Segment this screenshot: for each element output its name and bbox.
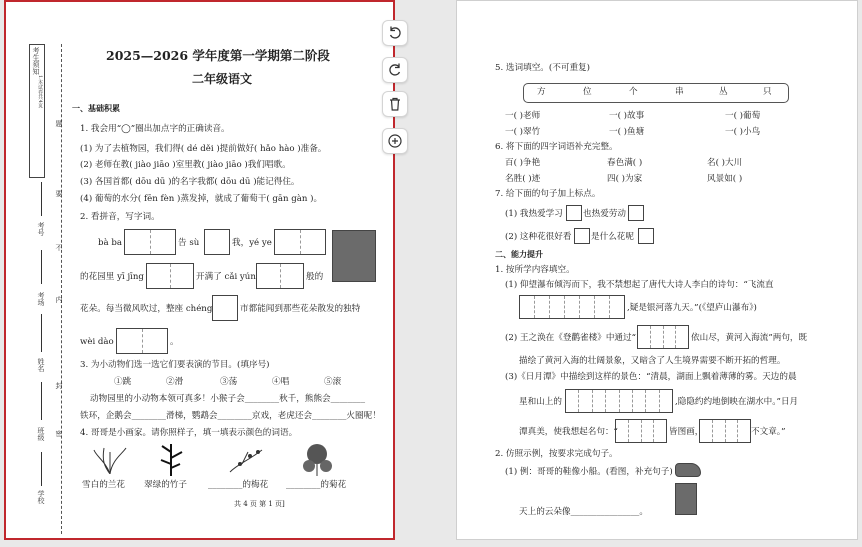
word-option: 丛 bbox=[719, 87, 728, 97]
r1-text: 描绘了黄河入海的壮阔景象，又暗含了人生境界需要不断开拓的哲理。 bbox=[519, 356, 786, 366]
writing-grid[interactable] bbox=[204, 229, 230, 255]
binding-margin bbox=[6, 2, 66, 538]
r1-text: ,疑是银河落九天。”(《望庐山瀑布》) bbox=[627, 303, 757, 313]
side-note: 1.本试卷共4页 bbox=[37, 75, 43, 108]
question-5: 5. 选词填空。(不可重复) bbox=[495, 63, 590, 73]
exam-title: 2025—2026 学年度第一学期第二阶段 bbox=[106, 48, 330, 63]
rotate-left-icon bbox=[387, 25, 403, 41]
picture-caption: ________的菊花 bbox=[286, 480, 347, 490]
question-7: 7. 给下面的句子加上标点。 bbox=[495, 189, 601, 199]
q3-text: 动物园里的小动物本领可真多！小猴子会________秋千，熊熊会________ bbox=[90, 394, 366, 404]
field-label: 班级 bbox=[37, 427, 45, 441]
field-line bbox=[41, 182, 42, 216]
fill-item: 一( )小鸟 bbox=[725, 127, 761, 137]
word-option: 位 bbox=[583, 87, 592, 97]
bamboo-drawing bbox=[156, 442, 186, 476]
writing-grid[interactable] bbox=[212, 295, 238, 321]
rotate-right-icon bbox=[387, 62, 403, 78]
fill-item: 一( )葡萄 bbox=[725, 111, 761, 121]
field-line bbox=[41, 314, 42, 352]
r1-text: 星和山上的 bbox=[519, 397, 562, 407]
q7-item: 是什么花呢 bbox=[591, 232, 634, 242]
r1-text: ,隐隐约约地倒映在湖水中。”日月 bbox=[675, 397, 799, 407]
fill-item: 春色满( ) bbox=[607, 158, 643, 168]
field-label: 学校 bbox=[37, 490, 45, 504]
pinyin-text: 的花园里 yī jīng bbox=[80, 272, 144, 282]
pinyin-text: bà ba bbox=[98, 238, 122, 248]
delete-button[interactable] bbox=[382, 91, 408, 117]
add-button[interactable] bbox=[382, 128, 408, 154]
word-option: 个 bbox=[629, 87, 638, 97]
question-4: 4. 哥哥是小画家。请你照样子，填一填表示颜色的词语。 bbox=[80, 428, 298, 438]
question-1: 1. 我会用“◯”圈出加点字的正确读音。 bbox=[80, 124, 230, 134]
writing-grid[interactable] bbox=[615, 419, 667, 443]
cloud-picture bbox=[675, 483, 697, 515]
fill-item: 一( )故事 bbox=[609, 111, 645, 121]
section-heading: 一、基础积累 bbox=[72, 103, 120, 113]
field-line bbox=[41, 452, 42, 486]
pinyin-text: 。 bbox=[170, 337, 179, 347]
question-r1: 1. 按所学内容填空。 bbox=[495, 265, 575, 275]
word-option: 只 bbox=[763, 87, 772, 97]
writing-grid[interactable] bbox=[146, 263, 194, 289]
option: ①跳 bbox=[114, 377, 132, 387]
question-6: 6. 将下面的四字词语补充完整。 bbox=[495, 142, 618, 152]
r1-text: 依山尽，黄河入海流”两句，既 bbox=[691, 333, 808, 343]
pinyin-text: 我，yé ye bbox=[232, 238, 272, 248]
r2-example: (1) 例：哥哥的鞋像小船。(看图，补充句子) bbox=[505, 467, 673, 477]
field-line bbox=[41, 250, 42, 284]
exam-subtitle: 二年级语文 bbox=[192, 72, 253, 86]
add-icon bbox=[387, 133, 403, 149]
document-page-1[interactable] bbox=[4, 0, 395, 540]
writing-grid[interactable] bbox=[519, 295, 625, 319]
notice-box bbox=[29, 44, 45, 178]
r1-text: 皆图画， bbox=[669, 427, 704, 437]
writing-grid[interactable] bbox=[637, 325, 689, 349]
punctuation-box[interactable] bbox=[566, 205, 582, 221]
punctuation-box[interactable] bbox=[638, 228, 654, 244]
q7-item: (2) 这种花很好看 bbox=[505, 232, 572, 242]
pinyin-text: wèi dào bbox=[80, 337, 114, 347]
shoe-picture bbox=[675, 463, 701, 477]
pinyin-text: 告 sù bbox=[178, 238, 200, 248]
plum-drawing bbox=[228, 446, 264, 474]
writing-grid[interactable] bbox=[565, 389, 673, 413]
punctuation-box[interactable] bbox=[574, 228, 590, 244]
chrysanthemum-drawing bbox=[298, 442, 336, 476]
field-label: 考场 bbox=[37, 292, 45, 306]
writing-grid[interactable] bbox=[256, 263, 304, 289]
field-label: 姓名 bbox=[37, 358, 45, 372]
fill-item: 一( )鱼塘 bbox=[609, 127, 645, 137]
writing-grid[interactable] bbox=[116, 328, 168, 354]
fill-item: 名( )大川 bbox=[707, 158, 743, 168]
q1-item: (1) 为了去植物园，我们得( dé děi )提前做好( hǎo hào )准备。 bbox=[80, 144, 327, 154]
seal-char: 要 bbox=[55, 190, 63, 197]
fill-item: 风景如( ) bbox=[707, 174, 743, 184]
side-note: 考生须知 bbox=[32, 47, 40, 75]
r1-text: (2) 王之涣在《登鹳雀楼》中通过“ bbox=[505, 333, 637, 343]
seal-line bbox=[61, 44, 62, 534]
field-line bbox=[41, 382, 42, 420]
page-footer: 共 4 页 第 1 页] bbox=[234, 500, 285, 508]
document-page-2[interactable] bbox=[456, 0, 858, 540]
pinyin-text: 花朵。每当微风吹过，整座 chéng bbox=[80, 304, 213, 314]
fill-item: 一( )老师 bbox=[505, 111, 541, 121]
q7-item: 也热爱劳动 bbox=[583, 209, 626, 219]
fill-item: 百( )争艳 bbox=[505, 158, 541, 168]
rotate-left-button[interactable] bbox=[382, 20, 408, 46]
fill-item: 四( )为家 bbox=[607, 174, 643, 184]
picture-caption: ________的梅花 bbox=[208, 480, 269, 490]
q1-item: (3) 各国首都( dōu dū )的名字我都( dōu dū )能记得住。 bbox=[80, 177, 300, 187]
word-bank bbox=[523, 83, 789, 103]
r1-text: 潭真美，使我想起名句：“ bbox=[519, 427, 618, 437]
pinyin-text: 开满了 cǎi yún bbox=[196, 272, 256, 282]
picture-caption: 雪白的兰花 bbox=[82, 480, 125, 490]
option: ③荡 bbox=[220, 377, 238, 387]
seal-char: 内 bbox=[55, 296, 63, 303]
section-heading: 二、能力提升 bbox=[495, 249, 543, 259]
question-r2: 2. 仿照示例，按要求完成句子。 bbox=[495, 449, 618, 459]
rotate-right-button[interactable] bbox=[382, 57, 408, 83]
pinyin-text: 般的 bbox=[306, 272, 324, 282]
punctuation-box[interactable] bbox=[628, 205, 644, 221]
option: ④唱 bbox=[272, 377, 290, 387]
r1-text: (1) 仰望瀑布倾泻而下，我不禁想起了唐代大诗人李白的诗句：“飞流直 bbox=[505, 280, 774, 290]
writing-grid[interactable] bbox=[274, 229, 326, 255]
pinyin-text: 市都能闻到那些花朵散发的独特 bbox=[240, 304, 361, 314]
writing-grid[interactable] bbox=[124, 229, 176, 255]
q3-text: 铁环，企鹅会________滑梯，鹦鹉会________京戏，老虎还会________火圈呢！ bbox=[80, 411, 381, 421]
q1-item: (2) 老师在教( jiào jiāo )室里教( jiào jiāo )我们唱歌。 bbox=[80, 160, 291, 170]
q1-item: (4) 葡萄的水分( fēn fèn )蒸发掉，就成了葡萄干( gān gàn )。 bbox=[80, 194, 323, 204]
delete-icon bbox=[387, 96, 403, 112]
seal-char: 不 bbox=[55, 244, 63, 251]
picture-caption: 翠绿的竹子 bbox=[144, 480, 187, 490]
writing-grid[interactable] bbox=[699, 419, 751, 443]
seal-char: 封 bbox=[55, 382, 63, 389]
seal-char: 密 bbox=[55, 430, 63, 437]
question-3: 3. 为小动物们选一选它们要表演的节目。(填序号) bbox=[80, 360, 270, 370]
q7-item: (1) 我热爱学习 bbox=[505, 209, 563, 219]
option: ⑤滚 bbox=[324, 377, 342, 387]
fill-item: 名胜( )迹 bbox=[505, 174, 541, 184]
fill-item: 一( )翠竹 bbox=[505, 127, 541, 137]
r1-text: (3)《日月潭》中描绘到这样的景色：“清晨，湖面上飘着薄薄的雾。天边的晨 bbox=[505, 372, 797, 382]
seal-char: 题 bbox=[55, 120, 63, 127]
r1-text: 不文章。” bbox=[751, 427, 786, 437]
field-label: 考号 bbox=[37, 222, 45, 236]
word-option: 方 bbox=[537, 87, 546, 97]
orchid-drawing bbox=[92, 444, 128, 474]
r2-answer-line: 天上的云朵像________________。 bbox=[519, 507, 648, 517]
question-2: 2. 看拼音，写字词。 bbox=[80, 212, 160, 222]
word-option: 串 bbox=[675, 87, 684, 97]
garden-picture bbox=[332, 230, 376, 282]
option: ②滑 bbox=[166, 377, 184, 387]
